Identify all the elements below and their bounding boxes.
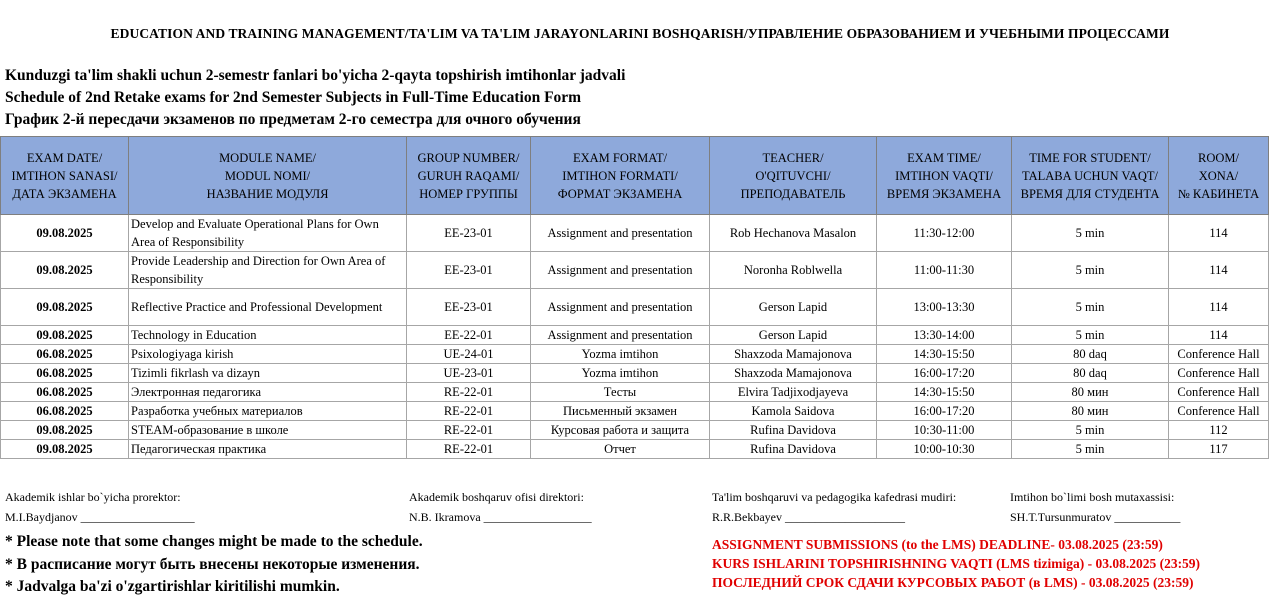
subtitle-uz: Kunduzgi ta'lim shakli uchun 2-semestr fanlari bo'yicha 2-qayta topshirish imtihonlar jadvali	[5, 67, 626, 84]
cell-room: 114	[1169, 215, 1269, 252]
cell-group: EE-23-01	[407, 289, 531, 326]
cell-teacher: Noronha Roblwella	[710, 252, 877, 289]
subtitle-en: Schedule of 2nd Retake exams for 2nd Semester Subjects in Full-Time Education Form	[5, 89, 582, 106]
table-row	[1, 440, 1269, 459]
cell-room: 114	[1169, 326, 1269, 345]
cell-group: RE-22-01	[407, 402, 531, 421]
cell-module: Develop and Evaluate Operational Plans for Own Area of Responsibility	[129, 215, 407, 252]
subtitle-ru: График 2-й пересдачи экзаменов по предметам 2-го семестра для очного обучения	[5, 111, 581, 128]
cell-group: EE-23-01	[407, 252, 531, 289]
page-title: EDUCATION AND TRAINING MANAGEMENT/TA'LIM VA TA'LIM JARAYONLARINI BOSHQARISH/УПРАВЛЕНИЕ ОБРАЗОВАНИЕМ И УЧЕБНЫМИ ПРОЦЕССАМИ	[110, 26, 1170, 41]
col-header-exam-format: EXAM FORMAT/ IMTIHON FORMATI/ ФОРМАТ ЭКЗАМЕНА	[531, 137, 710, 215]
cell-teacher: Rob Hechanova Masalon	[710, 215, 877, 252]
exam-schedule-table	[0, 136, 1269, 459]
cell-time: 14:30-15:50	[877, 345, 1012, 364]
signer-name: SH.T.Tursunmuratov ___________	[1010, 510, 1181, 524]
cell-date: 06.08.2025	[1, 345, 129, 364]
cell-module: Provide Leadership and Direction for Own Area of Responsibility	[129, 252, 407, 289]
note-uz: * Jadvalga ba'zi o'zgartirishlar kiritilishi mumkin.	[5, 578, 340, 595]
deadline-uz: KURS ISHLARINI TOPSHIRISHNING VAQTI (LMS tizimiga) - 03.08.2025 (23:59)	[712, 556, 1201, 571]
table-row	[1, 421, 1269, 440]
signer-name: M.I.Baydjanov ___________________	[5, 510, 195, 524]
cell-teacher: Gerson Lapid	[710, 326, 877, 345]
table-header-row	[1, 137, 1269, 215]
signer-office-director	[409, 487, 592, 527]
cell-room: 114	[1169, 289, 1269, 326]
cell-room: Conference Hall	[1169, 364, 1269, 383]
table-row	[1, 289, 1269, 326]
cell-room: 117	[1169, 440, 1269, 459]
cell-date: 06.08.2025	[1, 364, 129, 383]
cell-module: Электронная педагогика	[129, 383, 407, 402]
signer-department-head	[712, 487, 956, 527]
col-header-student-time: TIME FOR STUDENT/ TALABA UCHUN VAQT/ ВРЕМЯ ДЛЯ СТУДЕНТА	[1012, 137, 1169, 215]
col-header-teacher: TEACHER/ O'QITUVCHI/ ПРЕПОДАВАТЕЛЬ	[710, 137, 877, 215]
cell-module: Tizimli fikrlash va dizayn	[129, 364, 407, 383]
cell-date: 09.08.2025	[1, 252, 129, 289]
cell-group: RE-22-01	[407, 383, 531, 402]
cell-date: 09.08.2025	[1, 289, 129, 326]
cell-module: Reflective Practice and Professional Development	[129, 289, 407, 326]
cell-student-time: 80 мин	[1012, 402, 1169, 421]
cell-date: 09.08.2025	[1, 215, 129, 252]
cell-format: Курсовая работа и защита	[531, 421, 710, 440]
cell-teacher: Gerson Lapid	[710, 289, 877, 326]
cell-time: 13:30-14:00	[877, 326, 1012, 345]
cell-module: Педагогическая практика	[129, 440, 407, 459]
cell-format: Assignment and presentation	[531, 252, 710, 289]
cell-room: 112	[1169, 421, 1269, 440]
cell-student-time: 80 daq	[1012, 364, 1169, 383]
cell-module: Technology in Education	[129, 326, 407, 345]
cell-module: Разработка учебных материалов	[129, 402, 407, 421]
cell-time: 16:00-17:20	[877, 364, 1012, 383]
note-ru: * В расписание могут быть внесены некоторые изменения.	[5, 555, 420, 573]
cell-time: 14:30-15:50	[877, 383, 1012, 402]
cell-student-time: 5 min	[1012, 440, 1169, 459]
schedule-notes	[5, 531, 423, 599]
cell-date: 09.08.2025	[1, 440, 129, 459]
signer-title: Akademik ishlar bo`yicha prorektor:	[5, 490, 181, 504]
table-row	[1, 252, 1269, 289]
deadline-notice	[712, 535, 1200, 592]
cell-date: 09.08.2025	[1, 326, 129, 345]
cell-format: Тесты	[531, 383, 710, 402]
cell-format: Отчет	[531, 440, 710, 459]
deadline-en: ASSIGNMENT SUBMISSIONS (to the LMS) DEADLINE- 03.08.2025 (23:59)	[712, 537, 1163, 552]
cell-date: 06.08.2025	[1, 402, 129, 421]
cell-student-time: 5 min	[1012, 421, 1169, 440]
cell-time: 13:00-13:30	[877, 289, 1012, 326]
cell-room: Conference Hall	[1169, 402, 1269, 421]
cell-format: Письменный экзамен	[531, 402, 710, 421]
cell-group: UE-23-01	[407, 364, 531, 383]
cell-format: Assignment and presentation	[531, 326, 710, 345]
cell-student-time: 5 min	[1012, 215, 1169, 252]
signer-title: Imtihon bo`limi bosh mutaxassisi:	[1010, 490, 1175, 504]
table-row	[1, 345, 1269, 364]
cell-group: RE-22-01	[407, 421, 531, 440]
signer-prorector	[5, 487, 195, 527]
table-row	[1, 364, 1269, 383]
signer-title: Ta'lim boshqaruvi va pedagogika kafedrasi mudiri:	[712, 490, 957, 504]
note-en: * Please note that some changes might be made to the schedule.	[5, 533, 423, 550]
cell-module: STEAM-образование в школе	[129, 421, 407, 440]
table-row	[1, 215, 1269, 252]
cell-room: Conference Hall	[1169, 345, 1269, 364]
cell-room: Conference Hall	[1169, 383, 1269, 402]
cell-student-time: 5 min	[1012, 289, 1169, 326]
cell-teacher: Kamola Saidova	[710, 402, 877, 421]
cell-time: 11:00-11:30	[877, 252, 1012, 289]
cell-group: EE-22-01	[407, 326, 531, 345]
cell-format: Yozma imtihon	[531, 345, 710, 364]
cell-date: 09.08.2025	[1, 421, 129, 440]
cell-student-time: 5 min	[1012, 326, 1169, 345]
table-row	[1, 402, 1269, 421]
cell-date: 06.08.2025	[1, 383, 129, 402]
cell-time: 10:00-10:30	[877, 440, 1012, 459]
subtitles	[5, 65, 625, 131]
signer-name: R.R.Bekbayev ____________________	[712, 510, 905, 524]
signer-name: N.B. Ikramova __________________	[409, 510, 592, 524]
signer-title: Akademik boshqaruv ofisi direktori:	[409, 490, 584, 504]
cell-time: 10:30-11:00	[877, 421, 1012, 440]
col-header-module-name: MODULE NAME/ MODUL NOMI/ НАЗВАНИЕ МОДУЛЯ	[129, 137, 407, 215]
cell-room: 114	[1169, 252, 1269, 289]
cell-format: Assignment and presentation	[531, 215, 710, 252]
cell-teacher: Rufina Davidova	[710, 421, 877, 440]
cell-teacher: Elvira Tadjixodjayeva	[710, 383, 877, 402]
table-row	[1, 383, 1269, 402]
cell-group: EE-23-01	[407, 215, 531, 252]
col-header-exam-date: EXAM DATE/ IMTIHON SANASI/ ДАТА ЭКЗАМЕНА	[1, 137, 129, 215]
cell-time: 11:30-12:00	[877, 215, 1012, 252]
cell-student-time: 5 min	[1012, 252, 1169, 289]
col-header-exam-time: EXAM TIME/ IMTIHON VAQTI/ ВРЕМЯ ЭКЗАМЕНА	[877, 137, 1012, 215]
cell-teacher: Rufina Davidova	[710, 440, 877, 459]
cell-student-time: 80 daq	[1012, 345, 1169, 364]
table-row	[1, 326, 1269, 345]
cell-group: UE-24-01	[407, 345, 531, 364]
cell-time: 16:00-17:20	[877, 402, 1012, 421]
cell-student-time: 80 мин	[1012, 383, 1169, 402]
col-header-room: ROOM/ XONA/ № КАБИНЕТА	[1169, 137, 1269, 215]
col-header-group-number: GROUP NUMBER/ GURUH RAQAMI/ НОМЕР ГРУППЫ	[407, 137, 531, 215]
cell-format: Assignment and presentation	[531, 289, 710, 326]
cell-group: RE-22-01	[407, 440, 531, 459]
cell-teacher: Shaxzoda Mamajonova	[710, 345, 877, 364]
deadline-ru: ПОСЛЕДНИЙ СРОК СДАЧИ КУРСОВЫХ РАБОТ (в LMS) - 03.08.2025 (23:59)	[712, 575, 1194, 590]
cell-teacher: Shaxzoda Mamajonova	[710, 364, 877, 383]
cell-format: Yozma imtihon	[531, 364, 710, 383]
signer-exam-specialist	[1010, 487, 1180, 527]
signatures-block	[0, 487, 1280, 527]
cell-module: Psixologiyaga kirish	[129, 345, 407, 364]
